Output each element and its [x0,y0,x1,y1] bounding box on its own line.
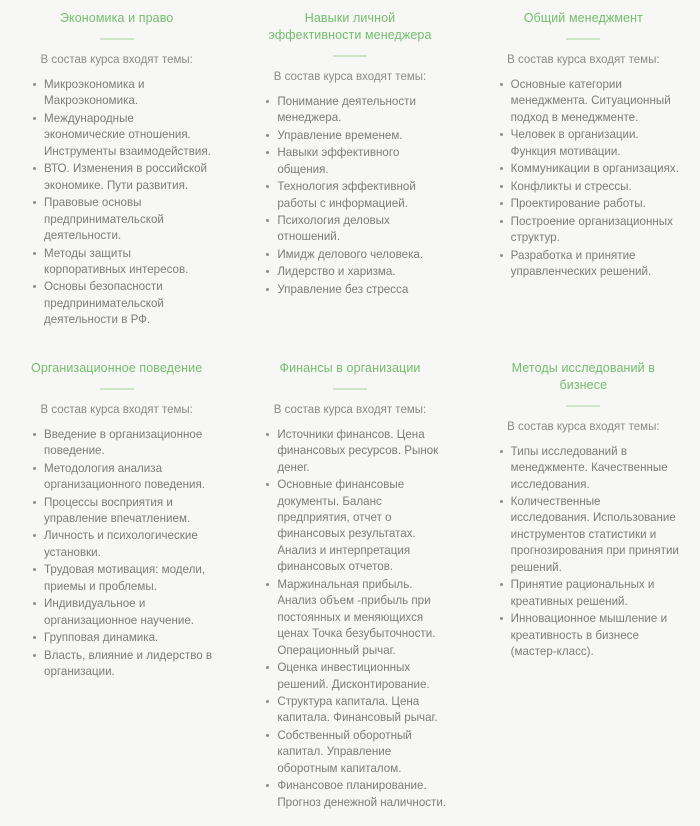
course-title: Общий менеджмент [523,11,643,25]
topic-item: Навыки эффективного общения. [266,145,448,178]
topic-item: Собственный оборотный капитал. Управление оборотным капиталом. [266,728,448,777]
topic-item: Структура капитала. Цена капитала. Финансовый рычаг. [266,694,448,727]
course-title: Методы исследований в бизнесе [511,360,655,392]
topic-item: Методы защиты корпоративных интересов. [33,246,215,279]
course-subtitle: В состав курса входят темы: [507,420,660,433]
topic-item: ВТО. Изменения в российской экономике. Пути развития. [33,161,215,194]
course-subtitle: В состав курса входят темы: [40,403,193,416]
title-divider [566,405,600,407]
course-title: Экономика и право [59,11,174,25]
course-card-metody-issledovaniy-v-biznese [467,344,700,826]
course-subtitle: В состав курса входят темы: [40,53,193,66]
topic-item: Управление без стресса [266,282,448,298]
topic-item: Введение в организационное поведение. [33,427,215,460]
topic-item: Имидж делового человека. [266,247,448,263]
topic-item: Количественные исследования. Использование инструментов статистики и прогнозирования при принятии решений. [500,494,682,576]
topic-item: Человек в организации. Функция мотивации. [500,127,682,160]
topic-list [18,77,215,329]
topic-item: Проектирование работы. [500,196,682,212]
course-subtitle: В состав курса входят темы: [273,70,427,83]
topic-item: Финансовое планирование. Прогноз денежной наличности. [266,778,448,811]
topic-list [485,77,682,280]
topic-item: Построение организационных структур. [500,214,682,247]
title-divider [100,38,134,40]
topic-item: Типы исследований в менеджменте. Качественные исследования. [500,444,682,493]
topic-item: Лидерство и харизма. [266,264,448,280]
topic-item: Источники финансов. Цена финансовых ресурсов. Рынок денег. [266,427,448,476]
topic-item: Индивидуальное и организационное научение. [33,596,215,629]
title-divider [566,38,600,40]
title-divider [333,388,367,390]
topic-item: Основы безопасности предпринимательской деятельности в РФ. [33,279,215,328]
course-subtitle: В состав курса входят темы: [507,53,660,66]
topic-item: Международные экономические отношения. Инструменты взаимодействия. [33,111,215,160]
title-divider [100,388,134,390]
topic-item: Технология эффективной работы с информацией. [266,179,448,212]
course-title: Навыки личной эффективности менеджера [268,11,432,42]
topic-item: Маржинальная прибыль. Анализ объем -прибыль при постоянных и меняющихся ценах Точка безубыточности. Операционный рычаг. [266,577,448,659]
title-divider [333,55,367,57]
topic-item: Личность и психологические установки. [33,528,215,561]
topic-list [18,427,215,681]
topic-item: Процессы восприятия и управление впечатлением. [33,495,215,528]
topic-item: Психология деловых отношений. [266,213,448,246]
topic-item: Правовые основы предпринимательской деятельности. [33,195,215,244]
topic-item: Оценка инвестиционных решений. Дисконтирование. [266,660,448,693]
course-card-obshchiy-menedzhment [467,0,700,344]
topic-item: Трудовая мотивация: модели, приемы и проблемы. [33,562,215,595]
topic-list [251,94,448,298]
topic-item: Власть, влияние и лидерство в организации. [33,648,215,681]
course-card-ekonomika-i-pravo [0,0,233,344]
topic-item: Основные финансовые документы. Баланс предприятия, отчет о финансовых результатах. Анализ и интерпретация финансовых отчетов. [266,477,448,576]
course-subtitle: В состав курса входят темы: [273,403,427,416]
topic-item: Конфликты и стрессы. [500,179,682,195]
topic-item: Инновационное мышление и креативность в бизнесе (мастер-класс). [500,611,682,660]
topic-list [485,444,682,661]
topic-item: Коммуникации в организациях. [500,161,682,177]
topic-item: Понимание деятельности менеджера. [266,94,448,127]
topic-item: Методология анализа организационного поведения. [33,461,215,494]
topic-item: Групповая динамика. [33,630,215,646]
course-title: Финансы в организации [279,360,421,375]
topic-item: Управление временем. [266,128,448,144]
topic-item: Разработка и принятие управленческих решений. [500,248,682,281]
course-card-finansy-v-organizatsii [233,344,466,826]
topic-item: Микроэкономика и Макроэкономика. [33,77,215,110]
course-title: Организационное поведение [31,360,203,375]
topic-item: Основные категории менеджмента. Ситуационный подход в менеджменте. [500,77,682,126]
topic-item: Принятие рациональных и креативных решений. [500,577,682,610]
course-card-organizatsionnoe-povedenie [0,344,233,826]
topic-list [251,427,448,811]
course-card-navyki-lichnoy-effektivnosti [233,0,466,344]
